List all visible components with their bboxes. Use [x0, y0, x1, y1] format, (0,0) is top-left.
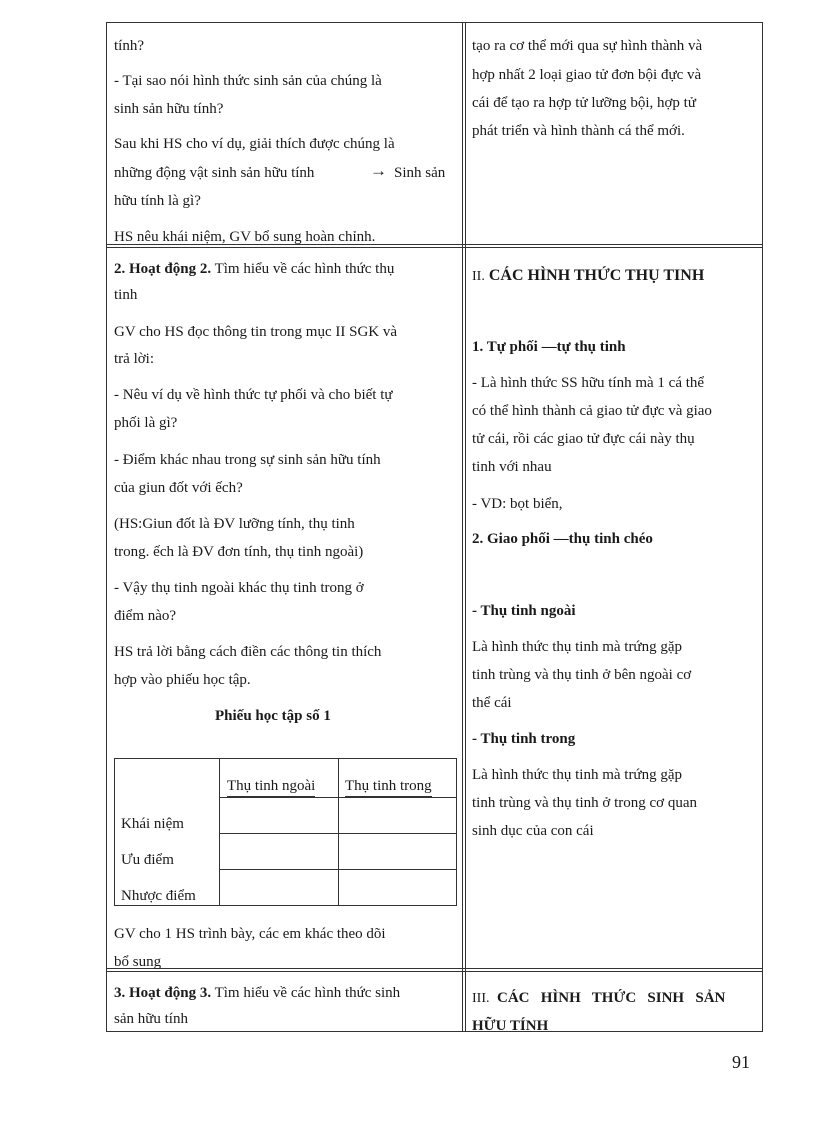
page-number: 91	[732, 1052, 750, 1072]
row2-left-line: GV cho HS đọc thông tin trong mục II SGK và	[114, 324, 398, 340]
row2-right-line: tử cái, rồi các giao tử đực cái này thụ	[472, 431, 695, 447]
activity-2-heading	[114, 259, 394, 279]
worksheet-row-label: Khái niệm	[121, 816, 184, 832]
worksheet-col-divider	[219, 759, 220, 905]
activity-2-title: Tìm hiểu về các hình thức thụ	[211, 261, 395, 277]
activity-3-title: Tìm hiểu về các hình thức sinh	[211, 985, 401, 1001]
worksheet-row-divider	[219, 797, 456, 798]
lesson-table	[106, 22, 763, 1032]
worksheet-row-label: Ưu điểm	[121, 852, 174, 868]
row2-right-line: - Là hình thức SS hữu tính mà 1 cá thể	[472, 375, 705, 391]
row2-left-line: - Vậy thụ tinh ngoài khác thụ tinh trong ở	[114, 580, 364, 596]
row2-left-line: HS trả lời bằng cách điền các thông tin thích	[114, 644, 382, 660]
subsection-external-fertilization: - Thụ tinh ngoài	[472, 603, 576, 619]
right-arrow-icon: →	[370, 161, 387, 180]
activity-3-heading-cont: sản hữu tính	[114, 1011, 188, 1027]
worksheet-row-divider	[219, 833, 456, 834]
row2-left-line: điểm nào?	[114, 608, 177, 624]
row2-right-line: thể cái	[472, 695, 512, 711]
row2-left-line: - Điểm khác nhau trong sự sinh sản hữu tính	[114, 452, 381, 468]
activity-3-label: 3. Hoạt động 3.	[114, 985, 212, 1001]
row1-left-line: sinh sản hữu tính?	[114, 101, 224, 117]
section-ii-prefix: II.	[472, 269, 485, 284]
row2-left-line: bổ sung	[114, 954, 162, 970]
section-iii-heading: CÁC HÌNH THỨC SINH SẢN	[489, 990, 726, 1006]
activity-3-heading	[114, 983, 400, 1003]
row1-left-line: những động vật sinh sản hữu tính	[114, 165, 315, 181]
row1-right-line: phát triển và hình thành cá thể mới.	[472, 123, 685, 139]
worksheet-col-header: Thụ tinh ngoài	[227, 776, 315, 797]
worksheet-title: Phiếu học tập số 1	[215, 708, 331, 724]
row2-left-line: hợp vào phiếu học tập.	[114, 672, 251, 688]
row1-left-line: HS nêu khái niệm, GV bổ sung hoàn chỉnh.	[114, 229, 376, 245]
row1-right-line: hợp nhất 2 loại giao tử đơn bội đực và	[472, 67, 702, 83]
subsection-internal-fertilization: - Thụ tinh trong	[472, 731, 576, 747]
row1-left-line: - Tại sao nói hình thức sinh sản của chúng là	[114, 73, 382, 89]
row2-right-line: Là hình thức thụ tinh mà trứng gặp	[472, 639, 682, 655]
row2-left-line: trong. ếch là ĐV đơn tính, thụ tinh ngoài)	[114, 544, 364, 560]
row2-right-line: - VD: bọt biển,	[472, 496, 563, 512]
row2-right-line: có thể hình thành cả giao tử đực và giao	[472, 403, 712, 419]
worksheet-row-divider	[219, 869, 456, 870]
row2-left-line: của giun đốt với ếch?	[114, 480, 243, 496]
activity-2-label: 2. Hoạt động 2.	[114, 261, 212, 277]
column-divider	[462, 23, 466, 1031]
row2-right-line: tinh trùng và thụ tinh ở trong cơ quan	[472, 795, 697, 811]
activity-2-heading-cont: tinh	[114, 287, 138, 303]
row2-left-line: phối là gì?	[114, 415, 178, 431]
row2-left-line: trả lời:	[114, 351, 155, 367]
row2-right-line: sinh dục của con cái	[472, 823, 594, 839]
row2-right-line: tinh trùng và thụ tinh ở bên ngoài cơ	[472, 667, 692, 683]
row1-left-line: hữu tính là gì?	[114, 193, 201, 209]
row1-left-line: tính?	[114, 38, 144, 54]
worksheet-col-header: Thụ tinh trong	[345, 776, 432, 797]
row2-left-line: (HS:Giun đốt là ĐV lưỡng tính, thụ tinh	[114, 516, 355, 532]
section-ii-heading: CÁC HÌNH THỨC THỤ TINH	[484, 267, 705, 284]
row2-right-line: Là hình thức thụ tinh mà trứng gặp	[472, 767, 682, 783]
row2-left-line: - Nêu ví dụ về hình thức tự phối và cho biết tự	[114, 387, 393, 403]
row-divider-2	[107, 968, 762, 972]
worksheet-row-label: Nhược điểm	[121, 888, 196, 904]
subsection-self-fertilization: 1. Tự phối —tự thụ tinh	[472, 339, 626, 355]
section-iii-prefix: III.	[472, 991, 490, 1006]
section-iii-heading-cont: HỮU TÍNH	[472, 1018, 549, 1031]
row1-right-line: cái để tạo ra hợp tử lưỡng bội, hợp tử	[472, 95, 696, 111]
row1-left-line: Sinh sản	[394, 165, 446, 181]
worksheet-table	[114, 758, 457, 906]
row1-right-line: tạo ra cơ thể mới qua sự hình thành và	[472, 38, 703, 54]
row2-left-line: GV cho 1 HS trình bày, các em khác theo dõi	[114, 926, 386, 942]
subsection-cross-fertilization: 2. Giao phối —thụ tinh chéo	[472, 531, 653, 547]
row2-right-line: tinh với nhau	[472, 459, 552, 475]
row1-left-line: Sau khi HS cho ví dụ, giải thích được chúng là	[114, 136, 395, 152]
worksheet-col-divider	[338, 759, 339, 905]
